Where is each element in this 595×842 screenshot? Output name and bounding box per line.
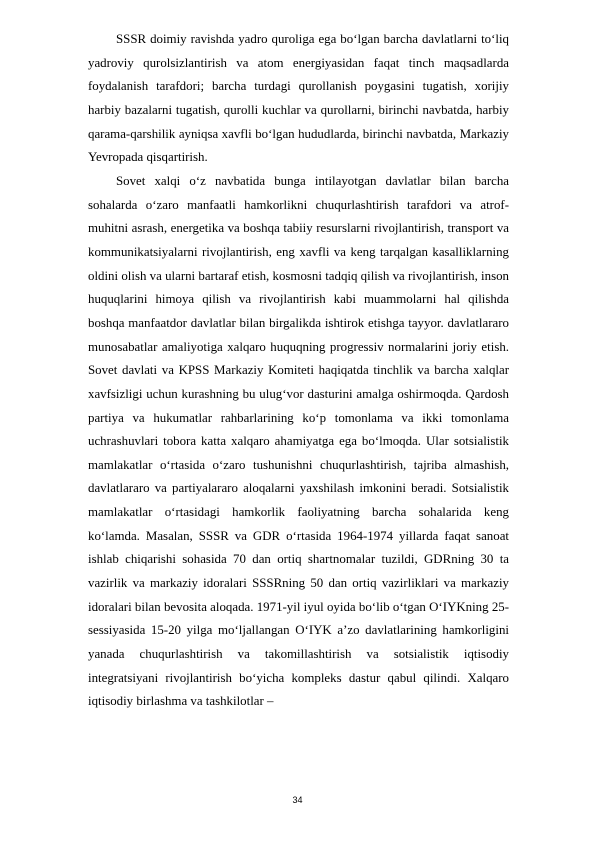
page-number: 34 bbox=[292, 795, 303, 805]
paragraph-2: Sovet xalqi o‘z navbatida bunga intilayotgan davlatlar bilan barcha sohalarda o‘zaro manfaatli hamkorlikni chuqurlashtirish tarafdori va atrof-muhitni asrash, energetika va boshqa tabiiy resurslarni rivojlantirish, transport va kommunikatsiyalarni rivojlantirish, eng xavfli va keng tarqalgan kasalliklarning oldini olish va ularni bartaraf etish, kosmosni tadqiq qilish va rivojlantirish, inson huquqlarini himoya qilish va rivojlantirish kabi muammolarni hal qilishda boshqa manfaatdor davlatlar bilan birgalikda ishtirok etishga tayyor. davlatlararo munosabatlar amaliyotiga xalqaro huquqning progressiv normalarini joriy etish. Sovet davlati va KPSS Markaziy Komiteti haqiqatda tinchlik va barcha xalqlar xavfsizligi uchun kurashning bu ulug‘vor dasturini amalga oshirmoqda. Qardosh partiya va hukumatlar rahbarlarining ko‘p tomonlama va ikki tomonlama uchrashuvlari tobora katta xalqaro ahamiyatga ega bo‘lmoqda. Ular sotsialistik mamlakatlar o‘rtasida o‘zaro tushunishni chuqurlashtirish, tajriba almashish, davlatlararo va partiyalararo aloqalarni yaxshilash imkonini beradi. Sotsialistik mamlakatlar o‘rtasidagi hamkorlik faoliyatning barcha sohalarida keng ko‘lamda. Masalan, SSSR va GDR o‘rtasida 1964-1974 yillarda faqat sanoat ishlab chiqarishi sohasida 70 dan ortiq shartnomalar tuzildi, GDRning 30 ta vazirlik va markaziy idoralari SSSRning 50 dan ortiq vazirliklari va markaziy idoralari bilan bevosita aloqada. 1971-yil iyul oyida bo‘lib o‘tgan O‘IYKning 25-sessiyasida 15-20 yilga mo‘ljallangan O‘IYK a’zo davlatlarining hamkorligini yanada chuqurlashtirish va takomillashtirish va sotsialistik iqtisodiy integratsiyani rivojlantirish bo‘yicha kompleks dastur qabul qilindi. Xalqaro iqtisodiy birlashma va tashkilotlar – bbox=[88, 173, 509, 709]
paragraph-1: SSSR doimiy ravishda yadro quroliga ega bo‘lgan barcha davlatlarni to‘liq yadroviy qurolsizlantirish va atom energiyasidan faqat tinch maqsadlarda foydalanish tarafdori; barcha turdagi qurollanish poygasini tugatish, xorijiy harbiy bazalarni tugatish, qurolli kuchlar va qurollarni, birinchi navbatda, harbiy qarama-qarshilik ayniqsa xavfli bo‘lgan hududlarda, birinchi navbatda, Markaziy Yevropada qisqartirish. bbox=[88, 32, 509, 165]
body-text bbox=[88, 28, 509, 714]
